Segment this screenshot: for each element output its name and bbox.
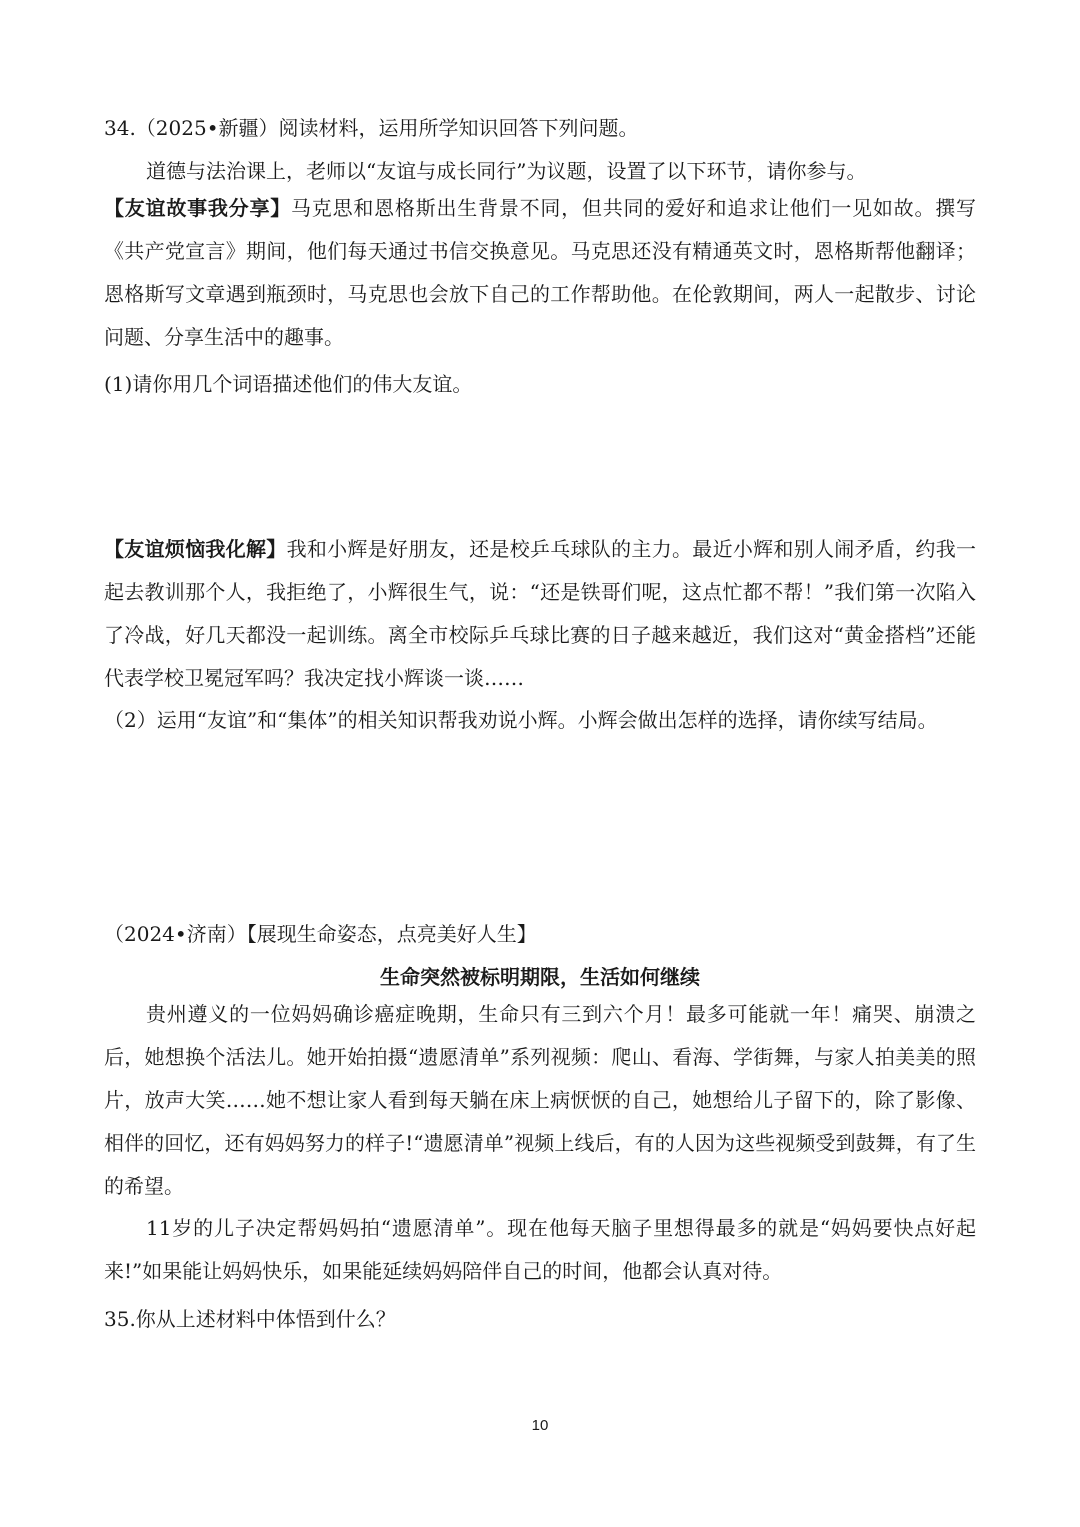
- section1-text: 马克思和恩格斯出生背景不同，但共同的爱好和追求让他们一见如故。撰写《共产党宣言》期间，他们每天通过书信交换意见。马克思还没有精通英文时，恩格斯帮他翻译；恩格斯写文章遇到瓶颈时，马克思也会放下自己的工作帮助他。在伦敦期间，两人一起散步、讨论问题、分享生活中的趣事。: [104, 196, 977, 349]
- q34-question1: (1)请你用几个词语描述他们的伟大友谊。: [104, 372, 473, 396]
- q35-question: 35.你从上述材料中体悟到什么？: [104, 1307, 396, 1331]
- q35-para1: 贵州遵义的一位妈妈确诊癌症晚期，生命只有三到六个月！最多可能就一年！痛哭、崩溃之后，她想换个活法儿。她开始拍摄“遗愿清单”系列视频：爬山、看海、学街舞，与家人拍美美的照片，放声大笑……她不想让家人看到每天躺在床上病恹恹的自己，她想给儿子留下的，除了影像、相伴的回忆，还有妈妈努力的样子!“遗愿清单”视频上线后，有的人因为这些视频受到鼓舞，有了生的希望。: [104, 1002, 976, 1198]
- section1-heading: 【友谊故事我分享】: [104, 196, 292, 220]
- q34-title: 34.（2025•新疆）阅读材料，运用所学知识回答下列问题。: [104, 116, 639, 140]
- q34-section1: [104, 187, 976, 359]
- q35-para2: 11岁的儿子决定帮妈妈拍“遗愿清单”。现在他每天脑子里想得最多的就是“妈妈要快点好起来!”如果能让妈妈快乐，如果能延续妈妈陪伴自己的时间，他都会认真对待。: [104, 1216, 976, 1283]
- section2-text: 我和小辉是好朋友，还是校乒乓球队的主力。最近小辉和别人闹矛盾，约我一起去教训那个人，我拒绝了，小辉很生气，说：“还是铁哥们呢，这点忙都不帮！”我们第一次陷入了冷战，好几天都没一起训练。离全市校际乒乓球比赛的日子越来越近，我们这对“黄金搭档”还能代表学校卫冕冠军吗？我决定找小辉谈一谈……: [104, 537, 977, 690]
- q34-intro: 道德与法治课上，老师以“友谊与成长同行”为议题，设置了以下环节，请你参与。: [146, 159, 867, 183]
- q34-question2: （2）运用“友谊”和“集体”的相关知识帮我劝说小辉。小辉会做出怎样的选择，请你续写结局。: [104, 708, 938, 732]
- q35-title: 生命突然被标明期限，生活如何继续: [380, 965, 700, 989]
- page-number: 10: [531, 1417, 549, 1434]
- section2-heading: 【友谊烦恼我化解】: [104, 537, 287, 561]
- q34-section2: [104, 528, 976, 700]
- q35-source: （2024•济南）【展现生命姿态，点亮美好人生】: [104, 922, 537, 946]
